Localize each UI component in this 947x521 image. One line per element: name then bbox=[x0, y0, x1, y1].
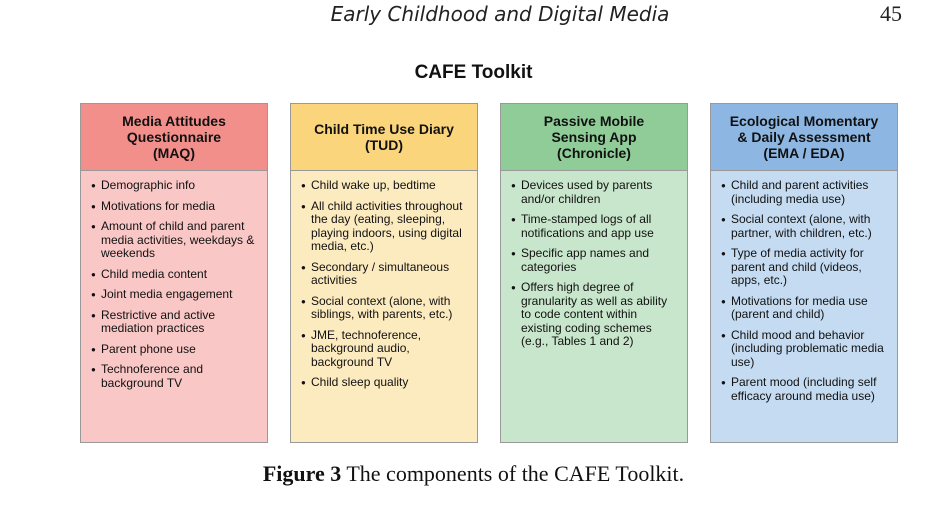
column-chronicle-title-line: Passive Mobile bbox=[543, 113, 645, 129]
column-chronicle-item: ● Devices used by parents and/or children bbox=[511, 179, 679, 206]
page-number: 45 bbox=[880, 1, 902, 26]
column-tud-title-line: (TUD) bbox=[364, 137, 404, 153]
column-ema-eda-header bbox=[711, 104, 897, 171]
column-chronicle-item: ● Time-stamped logs of all notifications and app use bbox=[511, 213, 679, 240]
column-maq-item: ● Restrictive and active mediation practices bbox=[91, 309, 259, 336]
diagram-title: CAFE Toolkit bbox=[414, 62, 533, 83]
column-tud-item: ● Secondary / simultaneous activities bbox=[301, 261, 469, 288]
column-chronicle-item: ● Specific app names and categories bbox=[511, 247, 679, 274]
column-maq-item: ● Child media content bbox=[91, 268, 259, 282]
column-tud-item: ● Social context (alone, with siblings, with parents, etc.) bbox=[301, 295, 469, 322]
column-ema-eda-item: ● Parent mood (including self efficacy around media use) bbox=[721, 376, 889, 403]
column-maq bbox=[80, 103, 268, 443]
column-ema-eda bbox=[710, 103, 898, 443]
column-maq-title-line: Media Attitudes bbox=[122, 113, 226, 129]
column-tud-item: ● Child sleep quality bbox=[301, 376, 469, 390]
column-ema-eda-item: ● Motivations for media use (parent and child) bbox=[721, 295, 889, 322]
column-ema-eda-title-line: & Daily Assessment bbox=[737, 129, 871, 145]
running-title: Early Childhood and Digital Media bbox=[330, 2, 670, 26]
column-chronicle-header bbox=[501, 104, 687, 171]
column-maq-item: ● Motivations for media bbox=[91, 200, 259, 214]
column-ema-eda-item: ● Social context (alone, with partner, with children, etc.) bbox=[721, 213, 889, 240]
column-chronicle bbox=[500, 103, 688, 443]
column-maq-list bbox=[81, 171, 267, 390]
column-ema-eda-title-line: Ecological Momentary bbox=[729, 113, 879, 129]
column-tud-item: ● All child activities throughout the day (eating, sleeping, playing indoors, using digital media, etc.) bbox=[301, 200, 469, 254]
column-chronicle-list bbox=[501, 171, 687, 349]
column-maq-item: ● Joint media engagement bbox=[91, 288, 259, 302]
column-maq-title-line: Questionnaire bbox=[126, 129, 222, 145]
figure-caption-text: The components of the CAFE Toolkit. bbox=[341, 461, 685, 486]
column-tud-item: ● JME, technoference, background audio, background TV bbox=[301, 329, 469, 370]
column-tud-header bbox=[291, 104, 477, 171]
column-chronicle-title-line: (Chronicle) bbox=[557, 145, 631, 161]
column-tud-item: ● Child wake up, bedtime bbox=[301, 179, 469, 193]
column-ema-eda-title-line: (EMA / EDA) bbox=[763, 145, 845, 161]
column-ema-eda-list bbox=[711, 171, 897, 403]
column-ema-eda-item: ● Type of media activity for parent and child (videos, apps, etc.) bbox=[721, 247, 889, 288]
column-tud bbox=[290, 103, 478, 443]
figure-label: Figure 3 bbox=[262, 461, 342, 486]
column-maq-item: ● Amount of child and parent media activities, weekdays & weekends bbox=[91, 220, 259, 261]
column-chronicle-item: ● Offers high degree of granularity as well as ability to code content within existing coding schemes (e.g., Tables 1 and 2) bbox=[511, 281, 679, 349]
figure-caption bbox=[0, 461, 947, 487]
column-maq-item: ● Demographic info bbox=[91, 179, 259, 193]
column-maq-header bbox=[81, 104, 267, 171]
column-tud-title-line: Child Time Use Diary bbox=[314, 121, 454, 137]
column-maq-title-line: (MAQ) bbox=[153, 145, 195, 161]
column-ema-eda-item: ● Child and parent activities (including media use) bbox=[721, 179, 889, 206]
column-tud-list bbox=[291, 171, 477, 390]
column-chronicle-title-line: Sensing App bbox=[551, 129, 637, 145]
column-ema-eda-item: ● Child mood and behavior (including problematic media use) bbox=[721, 329, 889, 370]
column-maq-item: ● Technoference and background TV bbox=[91, 363, 259, 390]
column-maq-item: ● Parent phone use bbox=[91, 343, 259, 357]
